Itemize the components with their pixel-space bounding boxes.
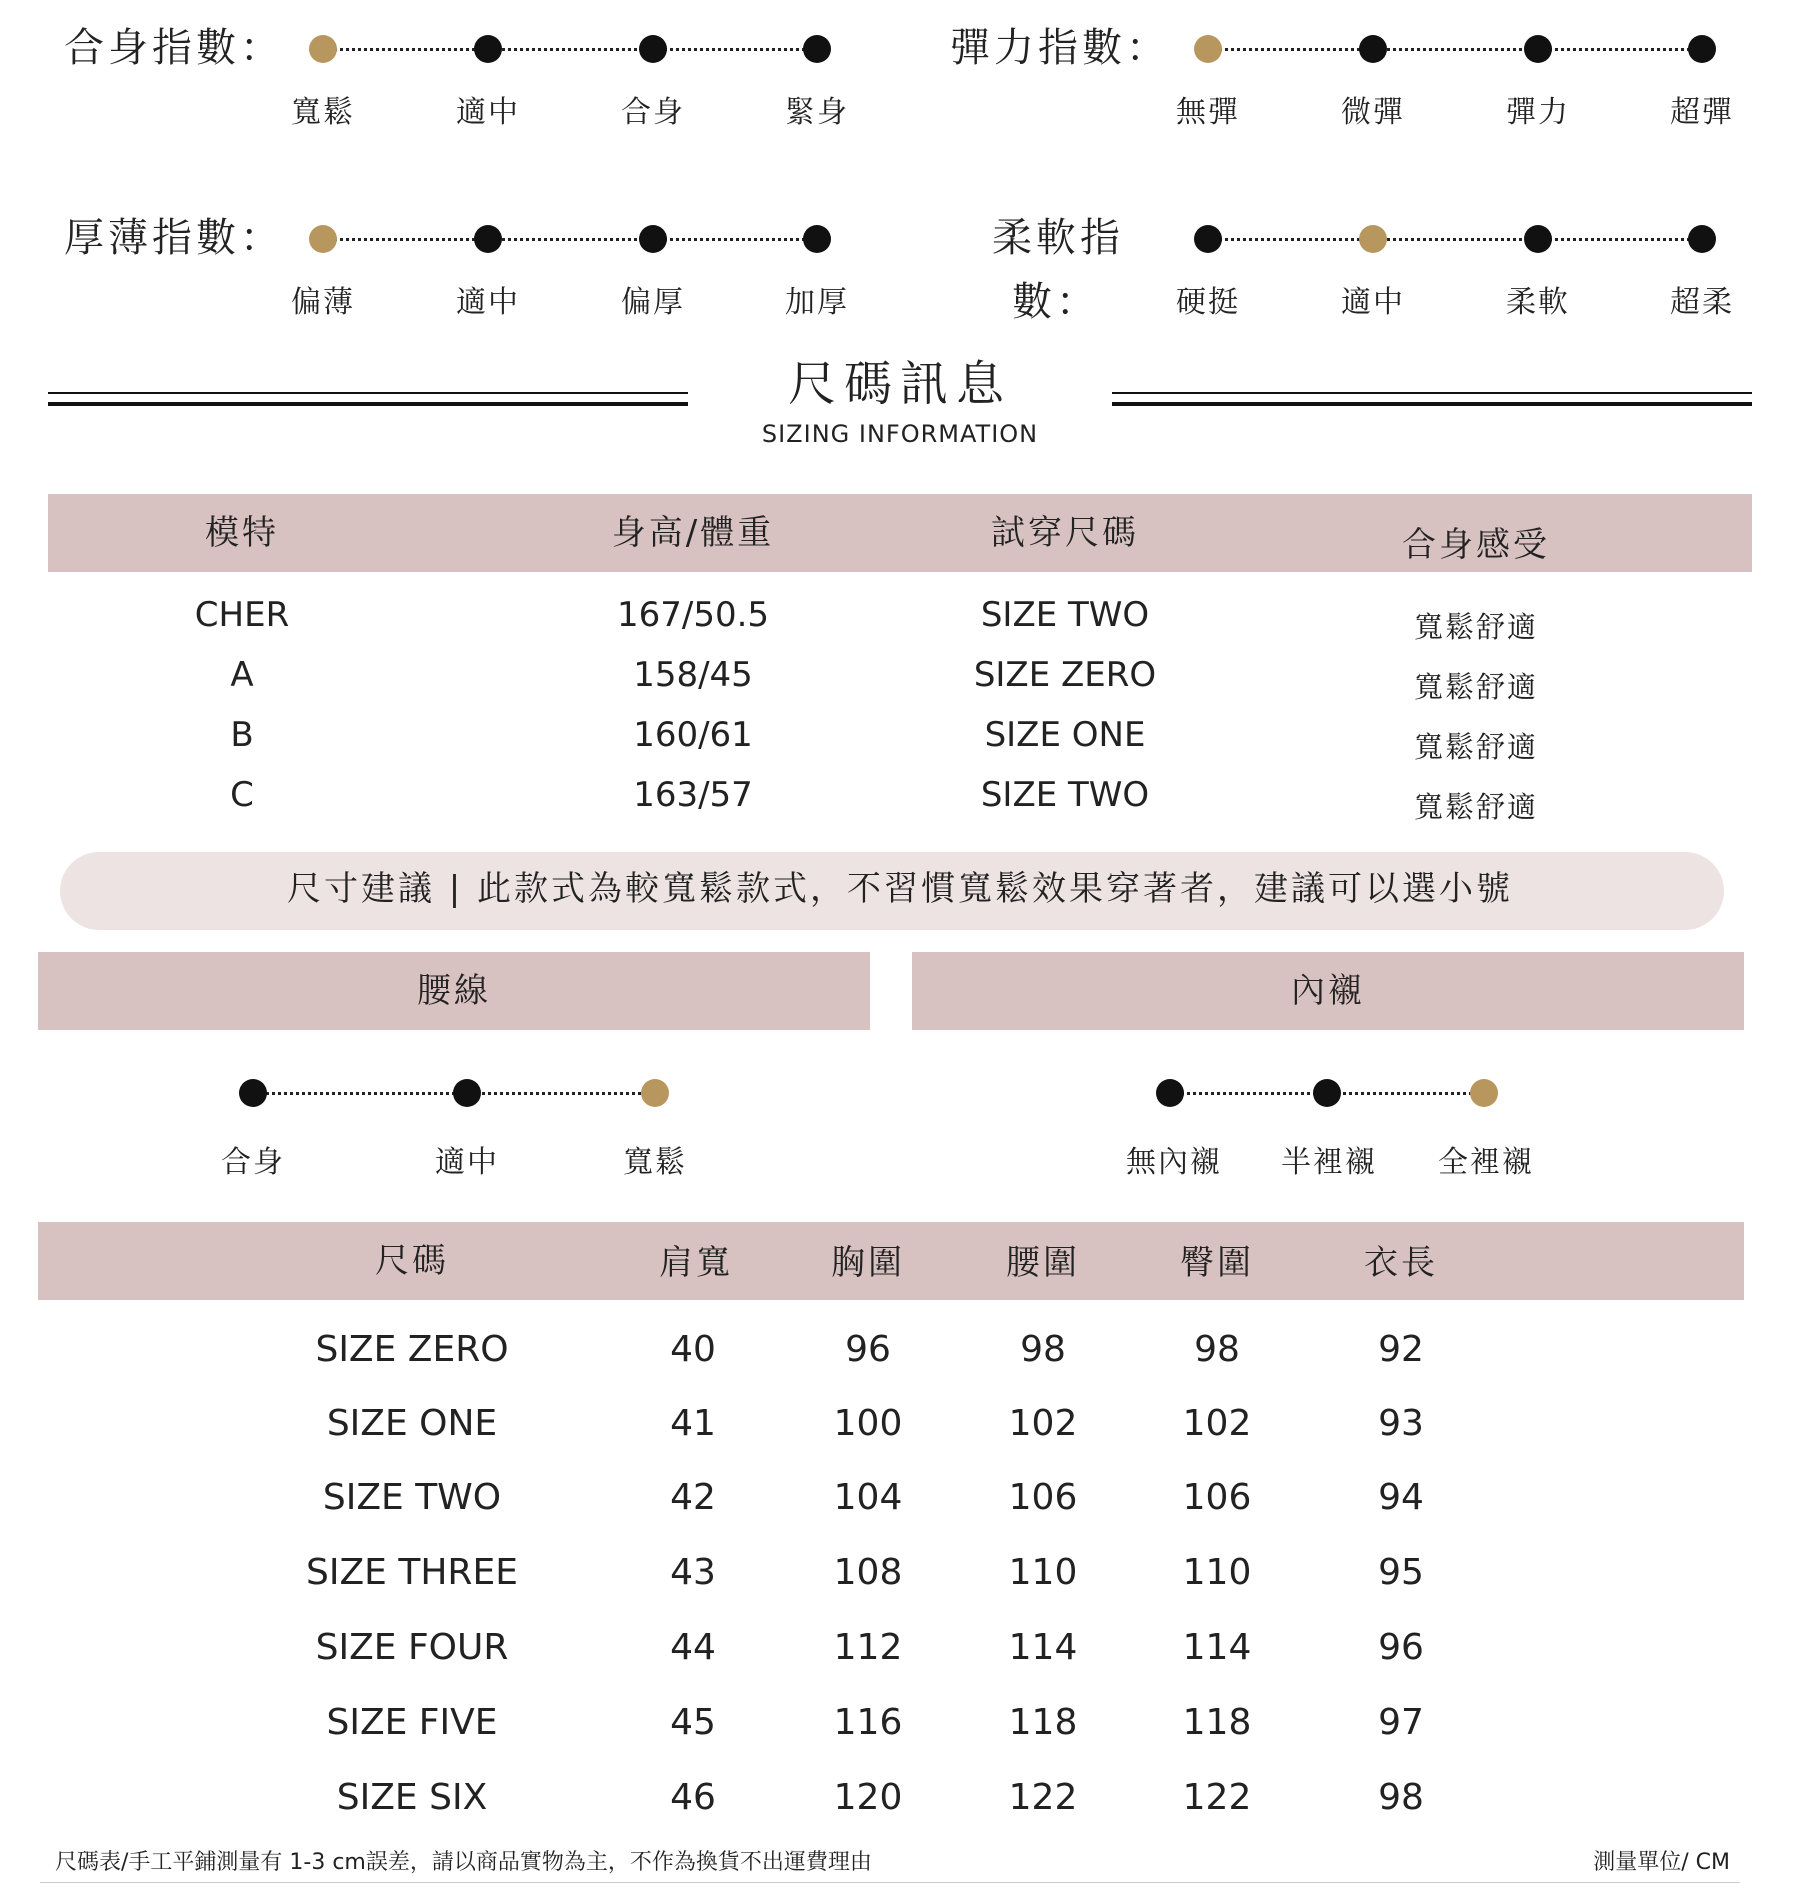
fit-feel: 寬鬆舒適	[1413, 610, 1539, 644]
size-name: SIZE ZERO	[315, 1329, 509, 1370]
softness-index-label-line1: 柔軟指	[992, 215, 1124, 261]
length-value: 97	[1378, 1702, 1424, 1743]
shoulder-value: 45	[670, 1702, 716, 1743]
scale-option: 合身	[221, 1145, 285, 1180]
model-col-header: 模特	[205, 513, 279, 553]
waist-col-header: 腰圍	[1006, 1243, 1080, 1283]
scale-dot-1	[1359, 35, 1387, 63]
hip-value: 98	[1194, 1329, 1240, 1370]
hip-value: 102	[1182, 1403, 1252, 1444]
scale-dot-3	[1688, 35, 1716, 63]
height-weight-col-header: 身高/體重	[611, 513, 775, 553]
footer-divider	[40, 1882, 1740, 1883]
scale-option: 適中	[435, 1145, 499, 1180]
scale-option: 無彈	[1176, 95, 1240, 130]
waist-value: 106	[1008, 1477, 1078, 1518]
shoulder-value: 44	[670, 1627, 716, 1668]
scale-option: 偏厚	[621, 285, 685, 320]
scale-option: 寬鬆	[623, 1145, 687, 1180]
size-name: SIZE FOUR	[315, 1627, 509, 1668]
shoulder-value: 43	[670, 1552, 716, 1593]
tried-size: SIZE TWO	[980, 595, 1150, 635]
scale-option: 適中	[456, 285, 520, 320]
waist-header-label: 腰線	[417, 971, 491, 1011]
waist-value: 102	[1008, 1403, 1078, 1444]
fit-feel: 寬鬆舒適	[1413, 790, 1539, 824]
scale-option: 柔軟	[1506, 285, 1570, 320]
length-value: 92	[1378, 1329, 1424, 1370]
fit-feel: 寬鬆舒適	[1413, 730, 1539, 764]
scale-dot-2	[1470, 1079, 1498, 1107]
size-name: SIZE ONE	[326, 1403, 498, 1444]
fit-feel-col-header: 合身感受	[1402, 525, 1550, 565]
hip-value: 114	[1182, 1627, 1252, 1668]
scale-option: 彈力	[1506, 95, 1570, 130]
scale-option: 偏薄	[291, 285, 355, 320]
scale-dot-0	[1194, 35, 1222, 63]
scale-option: 合身	[621, 95, 685, 130]
length-value: 94	[1378, 1477, 1424, 1518]
scale-dot-2	[1524, 225, 1552, 253]
shoulder-value: 41	[670, 1403, 716, 1444]
chest-col-header: 胸圍	[831, 1243, 905, 1283]
waist-value: 110	[1008, 1552, 1078, 1593]
stretch-index-label: 彈力指數：	[950, 25, 1170, 71]
softness-index-scale	[0, 224, 1800, 254]
chest-value: 120	[833, 1777, 903, 1818]
scale-dot-1	[1313, 1079, 1341, 1107]
fit-feel: 寬鬆舒適	[1413, 670, 1539, 704]
shoulder-col-header: 肩寬	[659, 1243, 733, 1283]
size-recommendation-text: 尺寸建議 | 此款式為較寬鬆款式，不習慣寬鬆效果穿著者，建議可以選小號	[286, 869, 1514, 909]
fit-index-label: 合身指數：	[64, 25, 284, 71]
chest-value: 104	[833, 1477, 903, 1518]
measurement-unit: 測量單位/ CM	[1593, 1850, 1730, 1875]
scale-option: 微彈	[1341, 95, 1405, 130]
tried-size: SIZE ONE	[984, 715, 1146, 755]
scale-option: 緊身	[785, 95, 849, 130]
model-name: B	[230, 715, 254, 755]
waist-value: 114	[1008, 1627, 1078, 1668]
hip-col-header: 臀圍	[1180, 1243, 1254, 1283]
scale-option: 適中	[456, 95, 520, 130]
chest-value: 100	[833, 1403, 903, 1444]
scale-option: 超柔	[1670, 285, 1734, 320]
height-weight: 167/50.5	[616, 595, 770, 635]
scale-dot-0	[1194, 225, 1222, 253]
sizing-subtitle: SIZING INFORMATION	[761, 420, 1039, 448]
softness-index-label-line2: 數：	[1012, 279, 1100, 325]
thickness-index-label: 厚薄指數：	[64, 215, 284, 261]
chest-value: 116	[833, 1702, 903, 1743]
length-value: 93	[1378, 1403, 1424, 1444]
scale-track	[1208, 48, 1702, 51]
shoulder-value: 46	[670, 1777, 716, 1818]
height-weight: 158/45	[633, 655, 753, 695]
size-name: SIZE THREE	[306, 1552, 518, 1593]
size-name: SIZE TWO	[322, 1477, 502, 1518]
lining-header-label: 內襯	[1291, 971, 1365, 1011]
scale-dot-0	[1156, 1079, 1184, 1107]
hip-value: 106	[1182, 1477, 1252, 1518]
chest-value: 108	[833, 1552, 903, 1593]
size-name: SIZE FIVE	[326, 1702, 498, 1743]
hip-value: 110	[1182, 1552, 1252, 1593]
chest-value: 96	[845, 1329, 891, 1370]
length-col-header: 衣長	[1364, 1243, 1438, 1283]
tried-size-col-header: 試穿尺碼	[991, 513, 1139, 553]
size-name: SIZE SIX	[336, 1777, 488, 1818]
hip-value: 118	[1182, 1702, 1252, 1743]
measurement-note: 尺碼表/手工平鋪測量有 1-3 cm誤差，請以商品實物為主，不作為換貨不出運費理由	[55, 1850, 872, 1875]
length-value: 95	[1378, 1552, 1424, 1593]
length-value: 98	[1378, 1777, 1424, 1818]
scale-option: 超彈	[1670, 95, 1734, 130]
model-name: CHER	[194, 595, 290, 635]
scale-option: 寬鬆	[291, 95, 355, 130]
scale-option: 無內襯	[1126, 1145, 1222, 1180]
model-name: C	[230, 775, 254, 815]
scale-option: 適中	[1341, 285, 1405, 320]
length-value: 96	[1378, 1627, 1424, 1668]
scale-option: 全裡襯	[1438, 1145, 1534, 1180]
waist-value: 118	[1008, 1702, 1078, 1743]
model-name: A	[230, 655, 254, 695]
sizing-title: 尺碼訊息	[787, 356, 1012, 412]
waist-value: 122	[1008, 1777, 1078, 1818]
scale-option: 加厚	[785, 285, 849, 320]
scale-dot-3	[1688, 225, 1716, 253]
shoulder-value: 42	[670, 1477, 716, 1518]
lining-scale	[0, 1078, 1800, 1108]
scale-dot-2	[1524, 35, 1552, 63]
tried-size: SIZE TWO	[980, 775, 1150, 815]
height-weight: 163/57	[633, 775, 753, 815]
stretch-index-scale	[0, 34, 1800, 64]
scale-option: 硬挺	[1176, 285, 1240, 320]
shoulder-value: 40	[670, 1329, 716, 1370]
height-weight: 160/61	[633, 715, 753, 755]
chest-value: 112	[833, 1627, 903, 1668]
waist-value: 98	[1020, 1329, 1066, 1370]
size-col-header: 尺碼	[375, 1241, 449, 1281]
scale-track	[1208, 238, 1702, 241]
scale-option: 半裡襯	[1281, 1145, 1377, 1180]
scale-dot-1	[1359, 225, 1387, 253]
hip-value: 122	[1182, 1777, 1252, 1818]
tried-size: SIZE ZERO	[973, 655, 1157, 695]
